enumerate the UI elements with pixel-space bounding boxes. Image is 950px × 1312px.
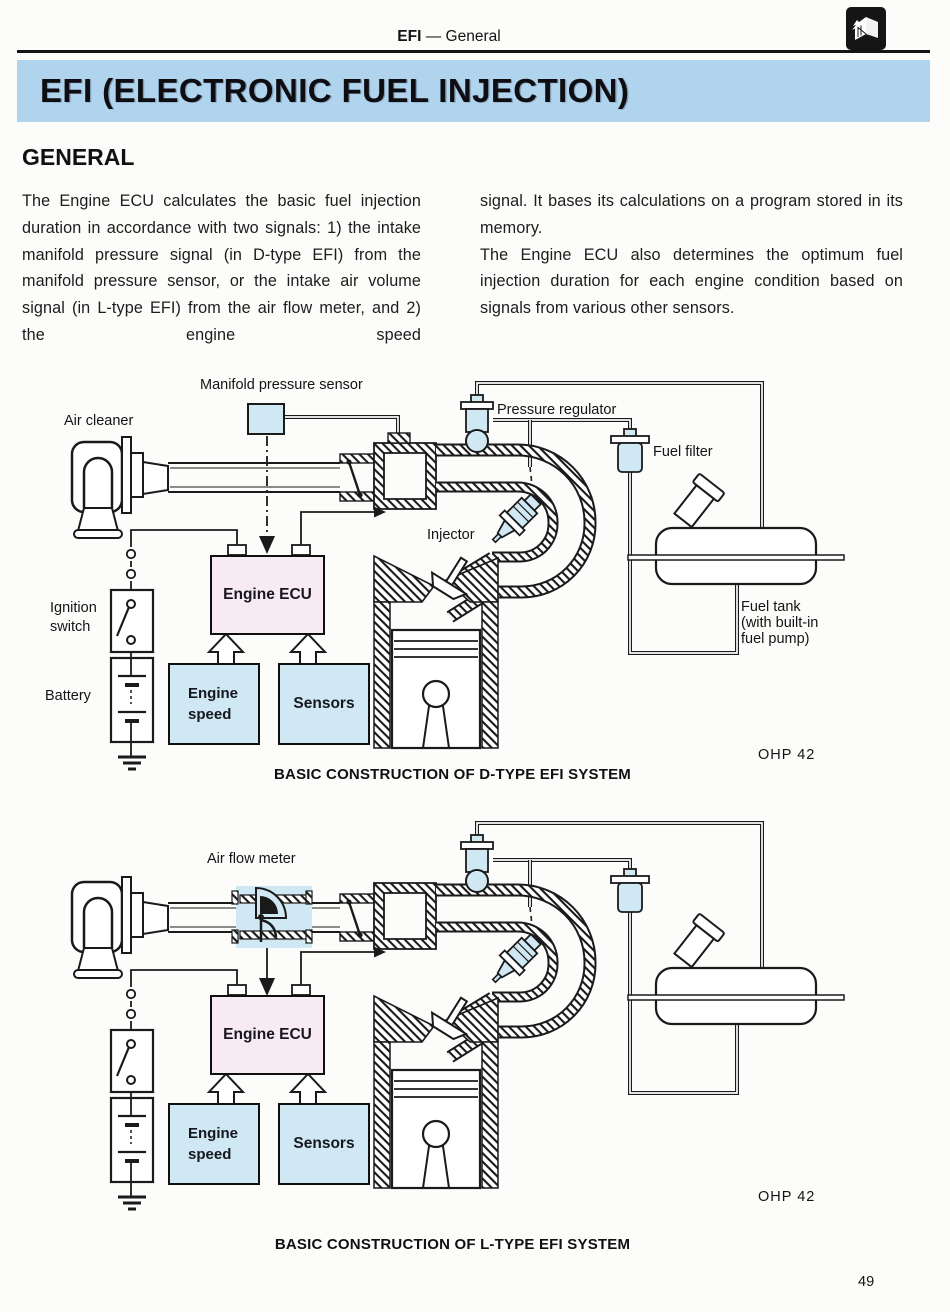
throttle-body-drawing	[340, 454, 374, 501]
caption-d-type: BASIC CONSTRUCTION OF D-TYPE EFI SYSTEM	[274, 766, 631, 783]
engine-ecu-label-l: Engine ECU	[223, 1026, 312, 1043]
ohp-reference-l: OHP 42	[758, 1189, 816, 1205]
fuel-filter-drawing	[611, 429, 649, 472]
ignition-switch-drawing	[111, 1030, 153, 1092]
sensors-label-l: Sensors	[293, 1135, 355, 1152]
header-rule	[17, 50, 930, 53]
section-heading: GENERAL	[22, 144, 135, 170]
engine-cylinder-drawing	[374, 549, 498, 748]
engine-ecu-label-d: Engine ECU	[223, 586, 312, 603]
l-type-efi-diagram	[0, 810, 950, 1240]
battery-drawing	[111, 1092, 153, 1197]
engine-speed-arrow	[209, 634, 243, 666]
caption-l-type: BASIC CONSTRUCTION OF L-TYPE EFI SYSTEM	[274, 1236, 631, 1253]
battery-drawing	[111, 652, 153, 757]
engine-cylinder-drawing	[374, 989, 498, 1188]
manifold-pressure-sensor-drawing	[248, 404, 410, 554]
header-title-bold: EFI	[397, 28, 422, 45]
fuel-tank-drawing	[628, 913, 844, 1024]
manual-book-icon	[846, 7, 886, 50]
d-type-efi-diagram	[0, 370, 950, 800]
engine-speed-box-d: Engine speed	[168, 663, 260, 745]
surge-chamber-drawing	[374, 443, 436, 509]
fuel-filter-drawing	[611, 869, 649, 912]
body-paragraph-2: The Engine ECU also determines the optimum fuel injection duration for each engine condition based on signals from various other sensors.	[480, 245, 903, 318]
ignition-switch-label: Ignition	[50, 600, 97, 616]
page-header-title	[0, 28, 898, 46]
pressure-regulator-drawing	[461, 835, 493, 892]
air-flow-meter-label: Air flow meter	[207, 851, 296, 867]
sensors-arrow	[291, 1074, 325, 1106]
engine-speed-box-l: Engine speed	[168, 1103, 260, 1185]
body-column-right	[480, 188, 903, 322]
manifold-pressure-sensor-label: Manifold pressure sensor	[200, 377, 363, 393]
page-number: 49	[858, 1274, 875, 1290]
ohp-reference-d: OHP 42	[758, 747, 816, 763]
sensors-arrow	[291, 634, 325, 666]
air-flow-meter-drawing	[232, 886, 312, 996]
fuel-filter-label: Fuel filter	[653, 444, 713, 460]
pressure-regulator-drawing	[461, 395, 493, 452]
sensors-box-l	[278, 1103, 370, 1185]
title-banner	[17, 60, 930, 122]
manual-page: EFI — General EFI (ELECTRONIC FUEL INJECTION) GENERAL The Engine ECU calculates the basic fuel injection duration in accordance with two signals: 1) the intake manifold pressure signal (in D-type EFI) from the manifold pressure sensor, or the intake air volume signal (in L-type EFI) from the air flow meter, and 2) the engine speed signal. It bases its calculations on a program stored in its memory. The Engine ECU also determines the optimum fuel injection duration for each engine condition based on signals from various other sensors. Engine ECU Engine speed Sensors Manifold pressure sensor Air cleaner Pressure regulator Fuel filter Injector Ignition switch Battery Fuel tank (with built-in fuel pump) OHP 42 BASIC CONSTRUCTION OF D-TYPE EFI SYSTEM Engine ECU Engine speed Sensors Air flow meter OHP 42 BASIC CONSTRUCTION OF L-TYPE EFI SYSTEM 49	[0, 0, 950, 1312]
banner-title: EFI (ELECTRONIC FUEL INJECTION)	[40, 72, 630, 109]
air-cleaner-label: Air cleaner	[64, 413, 134, 429]
air-cleaner-drawing	[72, 437, 168, 538]
piston-drawing	[392, 1070, 480, 1188]
header-title-rest: — General	[421, 28, 501, 45]
fuel-tank-label: Fuel tank	[741, 599, 801, 615]
intake-pipe-drawing	[168, 463, 340, 492]
engine-ecu-box-d	[210, 555, 325, 635]
surge-chamber-drawing	[374, 883, 436, 949]
sensors-box-d	[278, 663, 370, 745]
battery-label: Battery	[45, 688, 91, 704]
injector-label: Injector	[427, 527, 475, 543]
body-column-left: The Engine ECU calculates the basic fuel injection duration in accordance with two signals: 1) the intake manifold pressure signal (in D-type EFI) from the manifold pressure sensor, or the intake air volume signal (in L-type EFI) from the air flow meter, and 2) the engine speed	[22, 192, 421, 344]
ignition-switch-drawing	[111, 590, 153, 652]
ground-symbol	[118, 1197, 146, 1209]
air-cleaner-drawing	[72, 877, 168, 978]
engine-ecu-box-l	[210, 995, 325, 1075]
piston-drawing	[392, 630, 480, 748]
pressure-regulator-label: Pressure regulator	[497, 402, 617, 418]
engine-speed-arrow	[209, 1074, 243, 1106]
sensors-label-d: Sensors	[293, 695, 355, 712]
body-paragraph-1: signal. It bases its calculations on a program stored in its memory.	[480, 192, 903, 237]
throttle-body-drawing	[340, 894, 374, 941]
fuel-tank-drawing	[628, 473, 844, 584]
